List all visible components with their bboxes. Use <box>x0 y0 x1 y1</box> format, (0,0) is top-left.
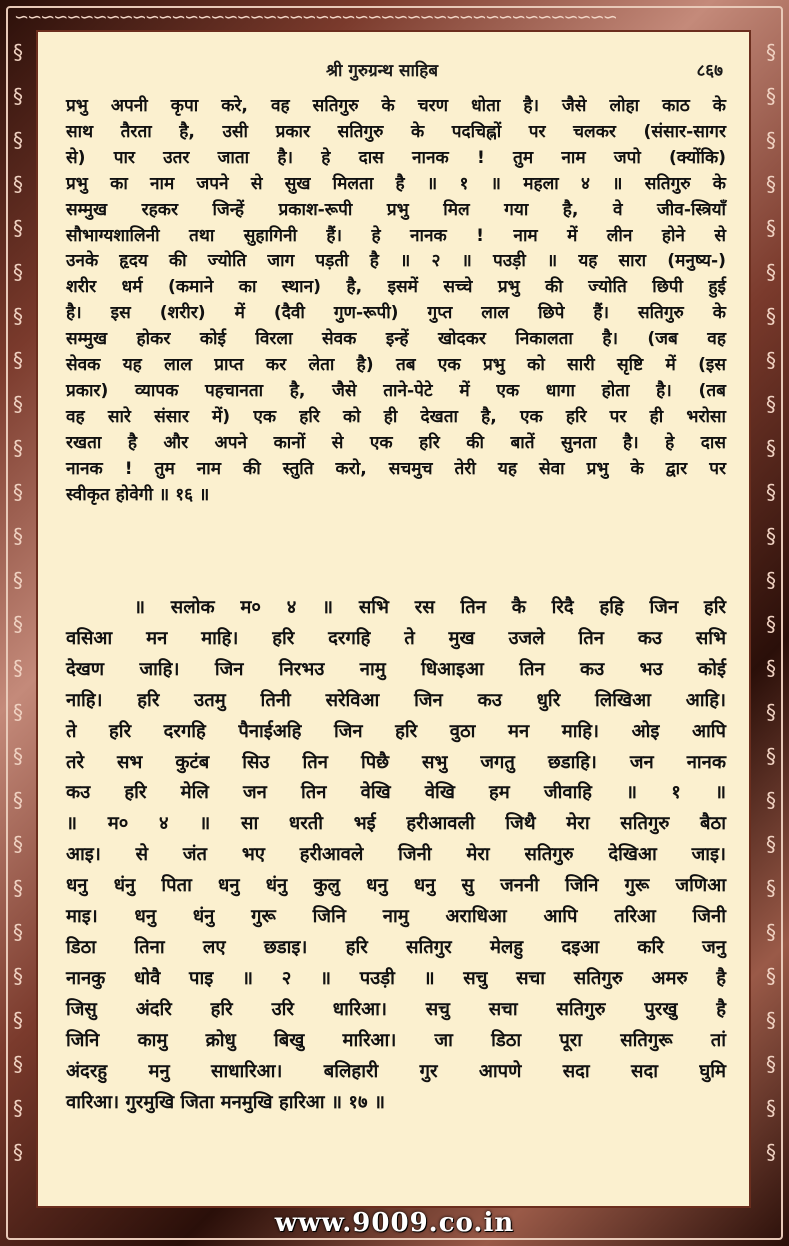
text-line: वसिआ मन माहि। हरि दरगहि ते मुख उजले तिन कउ सभि <box>66 627 726 649</box>
text-line: जिसु अंदरि हरि उरि धारिआ। सचु सचा सतिगुरु पुरखु है <box>66 998 726 1020</box>
text-line: अंदरहु मनु साधारिआ। बलिहारी गुर आपणे सदा सदा घुमि <box>66 1060 726 1082</box>
page-number: ८६७ <box>696 61 723 81</box>
page-title: श्री गुरुग्रन्थ साहिब <box>326 61 439 81</box>
text-line: रखता है और अपने कानों से एक हरि की बातें सुनता है। हे दास <box>66 432 726 453</box>
text-line: प्रभु का नाम जपने से सुख मिलता है ॥ १ ॥ महला ४ ॥ सतिगुरु के <box>66 173 726 194</box>
text-line: ॥ म० ४ ॥ सा धरती भई हरीआवली जिथै मेरा सतिगुरु बैठा <box>66 813 726 835</box>
text-line: कउ हरि मेलि जन तिन वेखि वेखि हम जीवाहि ॥ १ ॥ <box>66 782 726 804</box>
text-line: जिनि कामु क्रोधु बिखु मारिआ। जा डिठा पूरा सतिगुरू तां <box>66 1029 726 1051</box>
text-line: वह सारे संसार में) एक हरि को ही देखता है, एक हरि पर ही भरोसा <box>66 406 726 427</box>
text-line: शरीर धर्म (कमाने का स्थान) है, इसमें सच्चे प्रभु की ज्योति छिपी हुई <box>66 277 726 298</box>
text-line: है। इस (शरीर) में (दैवी गुण-रूपी) गुप्त लाल छिपे हैं। सतिगुरु के <box>66 303 726 324</box>
text-line: ते हरि दरगहि पैनाईअहि जिन हरि वुठा मन माहि। ओइ आपि <box>66 720 726 742</box>
text-line: नानकु धोवै पाइ ॥ २ ॥ पउड़ी ॥ सचु सचा सतिगुरु अमरु है <box>66 967 726 989</box>
text-line: साथ तैरता है, उसी प्रकार सतिगुरु के पदचिह्नों पर चलकर (संसार-सागर <box>66 121 726 142</box>
text-line: माइ। धनु धंनु गुरू जिनि नामु अराधिआ आपि तरिआ जिनी <box>66 906 726 928</box>
text-line: प्रभु अपनी कृपा करे, वह सतिगुरु के चरण धोता है। जैसे लोहा काठ के <box>66 96 726 116</box>
watermark-url: www.9009.co.in <box>274 1208 515 1238</box>
text-line: प्रकार) व्यापक पहचानता है, जैसे ताने-पेटे में एक धागा होता है। (तब <box>66 380 726 401</box>
text-line: सेवक यह लाल प्राप्त कर लेता है) तब एक प्रभु को सारी सृष्टि में (इस <box>66 355 726 376</box>
text-line: स्वीकृत होवेगी ॥ १६ ॥ <box>66 484 210 505</box>
text-line: नानक ! तुम नाम की स्तुति करो, सचमुच तेरी यह सेवा प्रभु के द्वार पर <box>66 458 726 479</box>
scripture-paragraph <box>66 593 726 1118</box>
text-line: ॥ सलोक म० ४ ॥ सभि रस तिन कै रिदै हहि जिन हरि <box>134 597 726 618</box>
text-line: तरे सभ कुटंब सिउ तिन पिछै सभु जगतु छडाहि। जन नानक <box>66 751 726 773</box>
text-line: आइ। से जंत भए हरीआवले जिनी मेरा सतिगुरु देखिआ जाइ। <box>66 844 726 866</box>
text-line: उनके हृदय की ज्योति जाग पड़ती है ॥ २ ॥ पउड़ी ॥ यह सारा (मनुष्य-) <box>66 251 726 272</box>
text-line: नाहि। हरि उतमु तिनी सरेविआ जिन कउ धुरि लिखिआ आहि। <box>66 689 726 711</box>
text-line: सम्मुख होकर कोई विरला सेवक इन्हें खोदकर निकालता है। (जब वह <box>66 329 726 350</box>
watermark-footer <box>0 1208 789 1244</box>
text-line: सम्मुख रहकर जिन्हें प्रकाश-रूपी प्रभु मिल गया है, वे जीव-स्त्रियाँ <box>66 199 726 220</box>
page-header <box>36 58 751 84</box>
top-scroll-ornament: ∽∽∽∽∽∽∽∽∽∽∽∽∽∽∽∽∽∽∽∽∽∽∽∽∽∽∽∽∽∽∽∽∽∽∽∽∽∽∽∽∽∽∽∽∽∽ <box>14 8 616 28</box>
text-line: वारिआ। गुरमुखि जिता मनमुखि हारिआ ॥ १७ ॥ <box>66 1091 385 1113</box>
translation-paragraph <box>66 94 726 509</box>
left-scroll-ornament: § § § § § § § § § § § § § § § § § § § § § § § § § § <box>13 40 23 1164</box>
text-line: सौभाग्यशालिनी तथा सुहागिनी हैं। हे नानक ! नाम में लीन होने से <box>66 225 726 246</box>
text-line: देखण जाहि। जिन निरभउ नामु धिआइआ तिन कउ भउ कोई <box>66 658 726 680</box>
right-scroll-ornament: § § § § § § § § § § § § § § § § § § § § § § § § § § <box>766 40 776 1164</box>
text-line: से) पार उतर जाता है। हे दास नानक ! तुम नाम जपो (क्योंकि) <box>66 147 726 168</box>
text-line: धनु धंनु पिता धनु धंनु कुलु धनु धनु सु जननी जिनि गुरू जणिआ <box>66 875 726 897</box>
page <box>36 30 751 1208</box>
text-line: डिठा तिना लए छडाइ। हरि सतिगुर मेलहु दइआ करि जनु <box>66 936 726 958</box>
